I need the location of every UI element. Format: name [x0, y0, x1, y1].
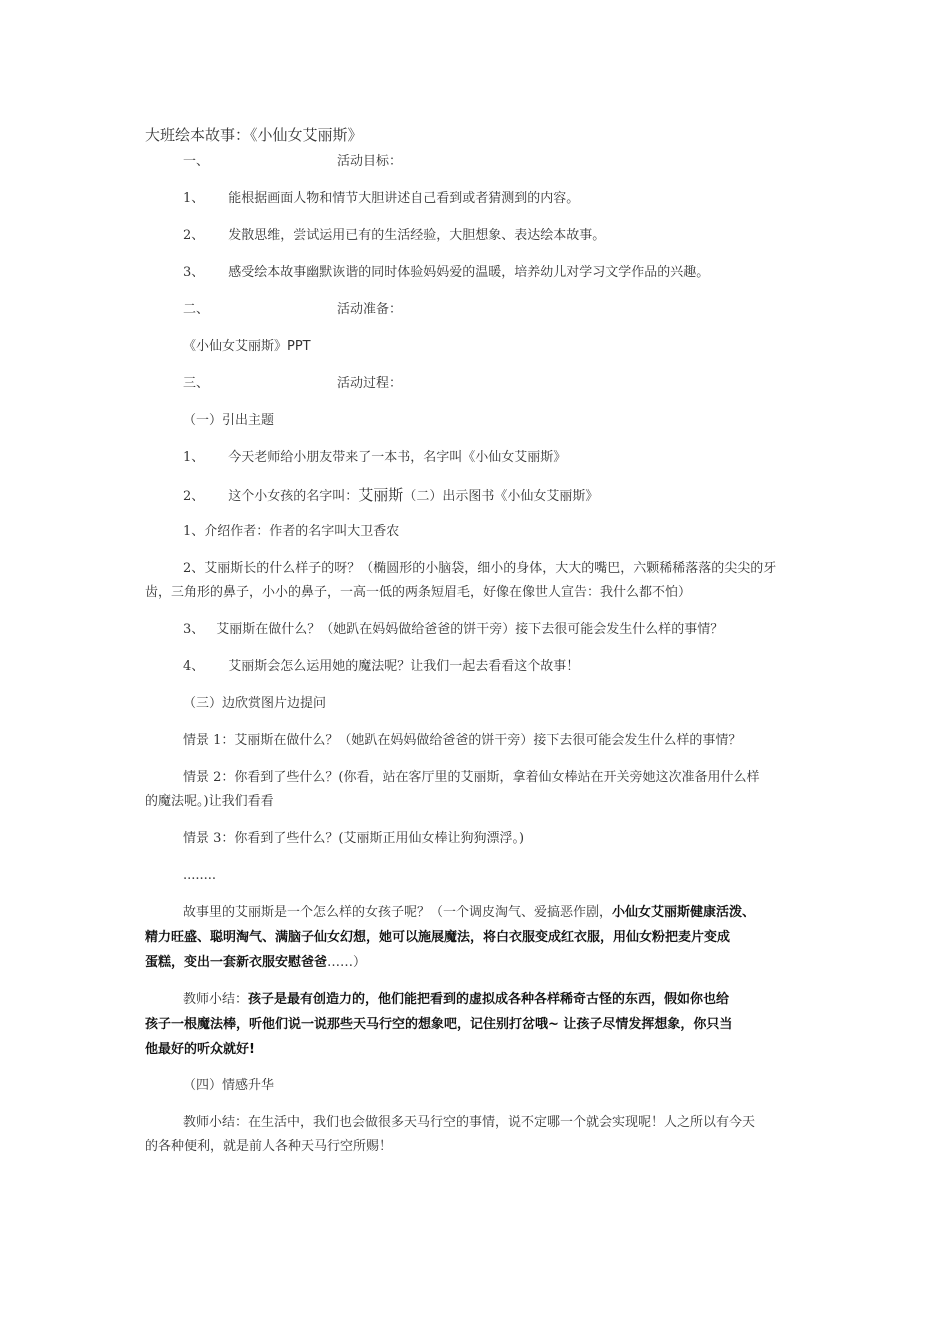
- summary-text-bold: 孩子是最有创造力的，他们能把看到的虚拟成各种各样稀奇古怪的东西，假如你也给: [248, 992, 730, 1007]
- item-text: 这个小女孩的名字叫：: [228, 489, 359, 504]
- closing-summary-line: 的各种便利，就是前人各种天马行空所赐！: [145, 1139, 393, 1154]
- scene-line: 情景 3：你看到了些什么？(艾丽斯正用仙女棒让狗狗漂浮。): [183, 831, 525, 846]
- story-summary-line-bold: 精力旺盛、聪明淘气、满脑子仙女幻想，她可以施展魔法，将白衣服变成红衣服，用仙女粉把麦片变成: [145, 930, 731, 945]
- process-item: [183, 486, 598, 506]
- section-heading-goals: [183, 153, 402, 171]
- goal-item: [183, 264, 709, 282]
- goal-number: 3、: [183, 265, 205, 280]
- item-text-tail: （二）出示图书《小仙女艾丽斯》: [403, 489, 599, 504]
- item-number: 4、: [183, 659, 205, 674]
- process-item: [183, 621, 723, 639]
- teacher-summary-line: [183, 991, 729, 1009]
- ellipsis: ........: [183, 868, 217, 883]
- process-item: [183, 658, 579, 676]
- item-text: 艾丽斯会怎么运用她的魔法呢？让我们一起去看看这个故事！: [228, 659, 580, 674]
- goal-number: 2、: [183, 228, 205, 243]
- story-text-tail: ……）: [327, 955, 367, 970]
- story-text-bold: 小仙女艾丽斯健康活泼、: [612, 905, 756, 920]
- scene-line: 的魔法呢。)让我们看看: [145, 794, 274, 809]
- character-name: 艾丽斯: [358, 486, 404, 504]
- teacher-summary-line-bold: 孩子一根魔法棒，听他们说一说那些天马行空的想象吧，记住别打岔哦~ 让孩子尽情发挥想象，你只当: [145, 1017, 733, 1032]
- scene-line: 情景 2：你看到了些什么？(你看，站在客厅里的艾丽斯，拿着仙女棒站在开关旁她这次准备用什么样: [183, 770, 760, 785]
- story-summary-line: [183, 904, 755, 922]
- part-heading: （一）引出主题: [183, 413, 275, 428]
- paragraph-line: 2、艾丽斯长的什么样子的呀？（椭圆形的小脑袋，细小的身体，大大的嘴巴，六颗稀稀落落的尖尖的牙: [183, 561, 777, 576]
- scene-line: 情景 1：艾丽斯在做什么？（她趴在妈妈做给爸爸的饼干旁）接下去很可能会发生什么样的事情？: [183, 733, 742, 748]
- story-summary-line: [145, 954, 366, 972]
- goal-number: 1、: [183, 191, 205, 206]
- teacher-summary-line-bold: 他最好的听众就好!: [145, 1042, 255, 1057]
- process-item: [183, 449, 566, 467]
- section-heading-process: [183, 375, 402, 393]
- item-number: 3、: [183, 622, 205, 637]
- item-number: 1、: [183, 450, 205, 465]
- closing-summary-line: 教师小结：在生活中，我们也会做很多天马行空的事情，说不定哪一个就会实现呢！人之所以有今天: [183, 1115, 756, 1130]
- part-heading: （四）情感升华: [183, 1078, 275, 1093]
- item-number: 2、: [183, 489, 205, 504]
- goal-text: 能根据画面人物和情节大胆讲述自己看到或者猜测到的内容。: [228, 191, 580, 206]
- item-text: 今天老师给小朋友带来了一本书，名字叫《小仙女艾丽斯》: [228, 450, 567, 465]
- section-heading-prep: [183, 301, 402, 319]
- author-intro: 1、介绍作者：作者的名字叫大卫香农: [183, 524, 400, 539]
- story-text-bold: 蛋糕，变出一套新衣服安慰爸爸: [145, 955, 328, 970]
- goal-text: 感受绘本故事幽默诙谐的同时体验妈妈爱的温暖，培养幼儿对学习文学作品的兴趣。: [228, 265, 710, 280]
- paragraph-line: 齿，三角形的鼻子，小小的鼻子，一高一低的两条短眉毛，好像在像世人宣告：我什么都不怕）: [145, 585, 692, 600]
- goal-item: [183, 227, 605, 245]
- section-label: 活动准备：: [337, 302, 403, 317]
- summary-label: 教师小结：: [183, 992, 249, 1007]
- section-number: 三、: [183, 376, 210, 391]
- part-heading: （三）边欣赏图片边提问: [183, 696, 327, 711]
- story-text: 故事里的艾丽斯是一个怎么样的女孩子呢？（一个调皮淘气、爱搞恶作剧，: [183, 905, 613, 920]
- doc-title: 大班绘本故事：《小仙女艾丽斯》: [145, 126, 363, 144]
- section-label: 活动过程：: [337, 376, 403, 391]
- item-text: 艾丽斯在做什么？（她趴在妈妈做给爸爸的饼干旁）接下去很可能会发生什么样的事情？: [216, 622, 724, 637]
- goal-text: 发散思维，尝试运用已有的生活经验，大胆想象、表达绘本故事。: [228, 228, 606, 243]
- section-label: 活动目标：: [337, 154, 403, 169]
- section-number: 二、: [183, 302, 210, 317]
- goal-item: [183, 190, 579, 208]
- section-number: 一、: [183, 154, 210, 169]
- prep-text: 《小仙女艾丽斯》PPT: [183, 339, 311, 354]
